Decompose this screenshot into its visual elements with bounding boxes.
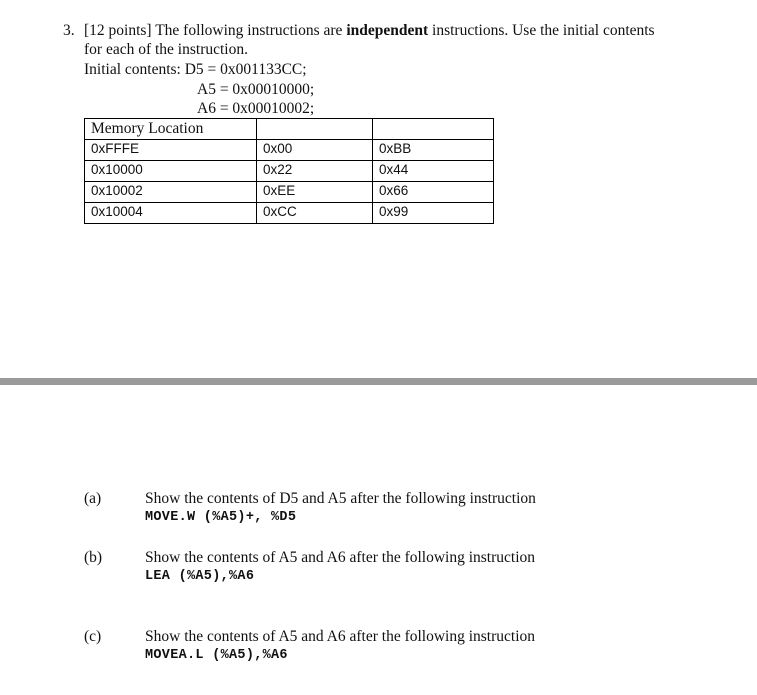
table-cell-byte: 0x00 bbox=[257, 140, 373, 161]
part-code: MOVE.W (%A5)+, %D5 bbox=[145, 510, 297, 525]
part-label: (b) bbox=[84, 549, 103, 566]
part-text: Show the contents of D5 and A5 after the following instruction bbox=[145, 490, 536, 507]
part-code: LEA (%A5),%A6 bbox=[145, 569, 255, 584]
question-line-1 bbox=[84, 22, 655, 40]
part-code: MOVEA.L (%A5),%A6 bbox=[145, 648, 288, 663]
table-cell-byte: 0x44 bbox=[373, 161, 494, 182]
line1-pre: [12 points] The following instructions are bbox=[84, 22, 347, 39]
table-row bbox=[85, 203, 494, 224]
table-row bbox=[85, 161, 494, 182]
table-header-cell bbox=[257, 119, 373, 140]
line1-bold: independent bbox=[346, 22, 429, 39]
table-row bbox=[85, 140, 494, 161]
question-line-2: for each of the instruction. bbox=[84, 41, 248, 58]
part-label: (c) bbox=[84, 628, 102, 645]
table-cell-byte: 0xCC bbox=[257, 203, 373, 224]
table-cell-byte: 0x99 bbox=[373, 203, 494, 224]
table-row bbox=[85, 182, 494, 203]
table-cell-address: 0x10004 bbox=[85, 203, 257, 224]
initial-contents-a6: A6 = 0x00010002; bbox=[197, 100, 315, 117]
part-text: Show the contents of A5 and A6 after the following instruction bbox=[145, 628, 536, 645]
table-cell-byte: 0xEE bbox=[257, 182, 373, 203]
question-number: 3. bbox=[63, 22, 75, 39]
table-cell-address: 0x10000 bbox=[85, 161, 257, 182]
memory-table bbox=[84, 118, 494, 224]
table-cell-address: 0xFFFE bbox=[85, 140, 257, 161]
table-cell-byte: 0x22 bbox=[257, 161, 373, 182]
initial-contents-d5: Initial contents: D5 = 0x001133CC; bbox=[84, 61, 307, 78]
table-cell-byte: 0x66 bbox=[373, 182, 494, 203]
table-header-cell: Memory Location bbox=[85, 119, 257, 140]
table-cell-byte: 0xBB bbox=[373, 140, 494, 161]
table-header-row bbox=[85, 119, 494, 140]
table-header-cell bbox=[373, 119, 494, 140]
initial-contents-a5: A5 = 0x00010000; bbox=[197, 81, 315, 98]
table-cell-address: 0x10002 bbox=[85, 182, 257, 203]
part-text: Show the contents of A5 and A6 after the following instruction bbox=[145, 549, 536, 566]
line1-post: instructions. Use the initial contents bbox=[428, 22, 655, 39]
page-divider bbox=[0, 378, 757, 385]
part-label: (a) bbox=[84, 490, 102, 507]
